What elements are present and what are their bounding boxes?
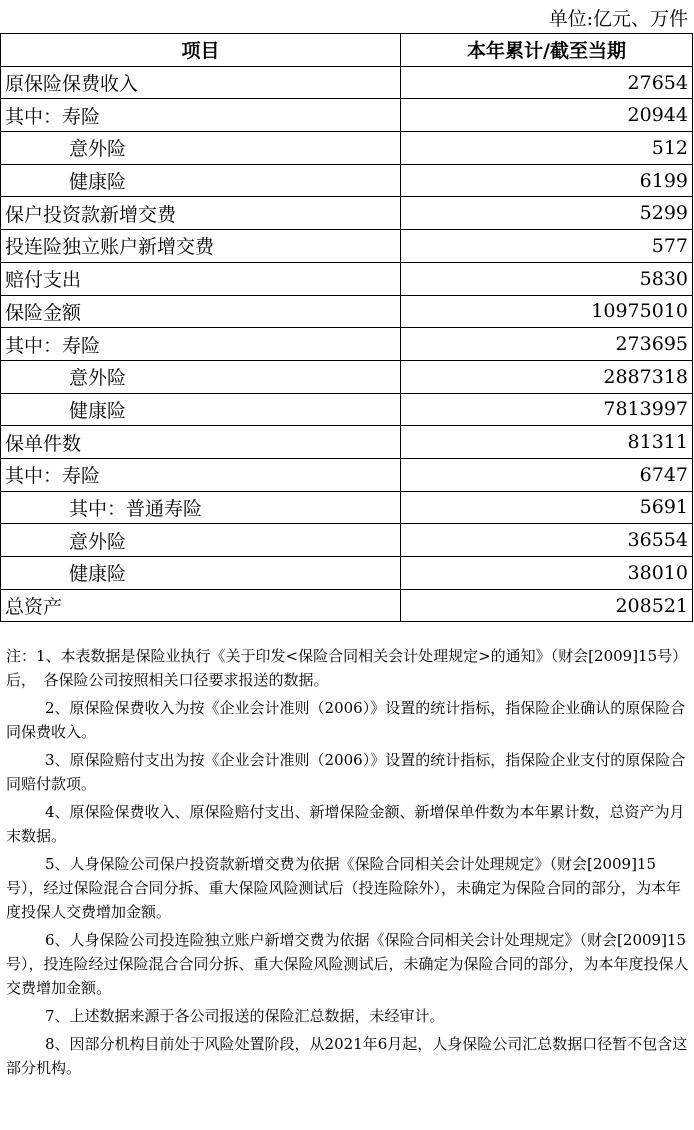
row-value: 27654 xyxy=(401,66,693,99)
table-row xyxy=(1,262,693,295)
row-label: 保单件数 xyxy=(1,426,401,459)
table-row xyxy=(1,66,693,99)
table-row xyxy=(1,557,693,590)
table-row xyxy=(1,295,693,328)
header-value: 本年累计/截至当期 xyxy=(401,34,693,67)
row-label: 赔付支出 xyxy=(1,262,401,295)
table-header-row xyxy=(1,34,693,67)
row-label: 健康险 xyxy=(1,393,401,426)
row-label: 其中：寿险 xyxy=(1,99,401,132)
table-row xyxy=(1,197,693,230)
row-value: 5299 xyxy=(401,197,693,230)
row-label: 意外险 xyxy=(1,360,401,393)
row-value: 38010 xyxy=(401,557,693,590)
table-row xyxy=(1,360,693,393)
note-paragraph: 注：1、本表数据是保险业执行《关于印发<保险合同相关会计处理规定>的通知》（财会[2009]15号）后， 各保险公司按照相关口径要求报送的数据。 xyxy=(6,647,688,689)
note-paragraph: 2、原保险保费收入为按《企业会计准则（2006）》设置的统计指标，指保险企业确认的原保险合同保费收入。 xyxy=(6,699,686,741)
note-paragraph: 3、原保险赔付支出为按《企业会计准则（2006）》设置的统计指标，指保险企业支付的原保险合同赔付款项。 xyxy=(6,751,686,793)
table-row xyxy=(1,164,693,197)
note-paragraph: 6、人身保险公司投连险独立账户新增交费为依据《保险合同相关会计处理规定》（财会[2009]15号），投连险经过保险混合合同分拆、重大保险风险测试后，未确定为保险合同的部分，为本年度投保人交费增加金额。 xyxy=(6,931,689,997)
note-paragraph: 7、上述数据来源于各公司报送的保险汇总数据，未经审计。 xyxy=(45,1007,445,1025)
row-label: 健康险 xyxy=(1,164,401,197)
row-label: 其中：普通寿险 xyxy=(1,491,401,524)
row-value: 6747 xyxy=(401,458,693,491)
row-value: 6199 xyxy=(401,164,693,197)
row-value: 512 xyxy=(401,132,693,165)
note-paragraph: 5、人身保险公司保户投资款新增交费为依据《保险合同相关会计处理规定》（财会[2009]15号），经过保险混合合同分拆、重大保险风险测试后（投连险除外），未确定为保险合同的部分，为本年度投保人交费增加金额。 xyxy=(6,855,682,921)
row-value: 36554 xyxy=(401,524,693,557)
notes-section xyxy=(6,644,690,1084)
row-label: 总资产 xyxy=(1,589,401,622)
table-row xyxy=(1,458,693,491)
row-value: 20944 xyxy=(401,99,693,132)
row-label: 其中：寿险 xyxy=(1,328,401,361)
row-label: 保户投资款新增交费 xyxy=(1,197,401,230)
header-item: 项目 xyxy=(1,34,401,67)
table-row xyxy=(1,524,693,557)
row-label: 意外险 xyxy=(1,524,401,557)
row-label: 健康险 xyxy=(1,557,401,590)
row-label: 保险金额 xyxy=(1,295,401,328)
row-value: 2887318 xyxy=(401,360,693,393)
table-row xyxy=(1,426,693,459)
row-label: 投连险独立账户新增交费 xyxy=(1,230,401,263)
table-row xyxy=(1,393,693,426)
table-row xyxy=(1,589,693,622)
row-value: 7813997 xyxy=(401,393,693,426)
row-label: 原保险保费收入 xyxy=(1,66,401,99)
table-row xyxy=(1,132,693,165)
table-row xyxy=(1,328,693,361)
note-paragraph: 8、因部分机构目前处于风险处置阶段，从2021年6月起，人身保险公司汇总数据口径暂不包含这部分机构。 xyxy=(6,1035,688,1077)
table-row xyxy=(1,99,693,132)
note-paragraph: 4、原保险保费收入、原保险赔付支出、新增保险金额、新增保单件数为本年累计数，总资产为月末数据。 xyxy=(6,803,685,845)
unit-label: 单位:亿元、万件 xyxy=(548,8,688,30)
row-label: 其中：寿险 xyxy=(1,458,401,491)
row-value: 5691 xyxy=(401,491,693,524)
row-value: 577 xyxy=(401,230,693,263)
statistics-table xyxy=(0,33,693,622)
row-value: 81311 xyxy=(401,426,693,459)
table-row xyxy=(1,491,693,524)
row-value: 273695 xyxy=(401,328,693,361)
row-label: 意外险 xyxy=(1,132,401,165)
row-value: 208521 xyxy=(401,589,693,622)
row-value: 5830 xyxy=(401,262,693,295)
table-body xyxy=(1,66,693,622)
row-value: 10975010 xyxy=(401,295,693,328)
table-row xyxy=(1,230,693,263)
